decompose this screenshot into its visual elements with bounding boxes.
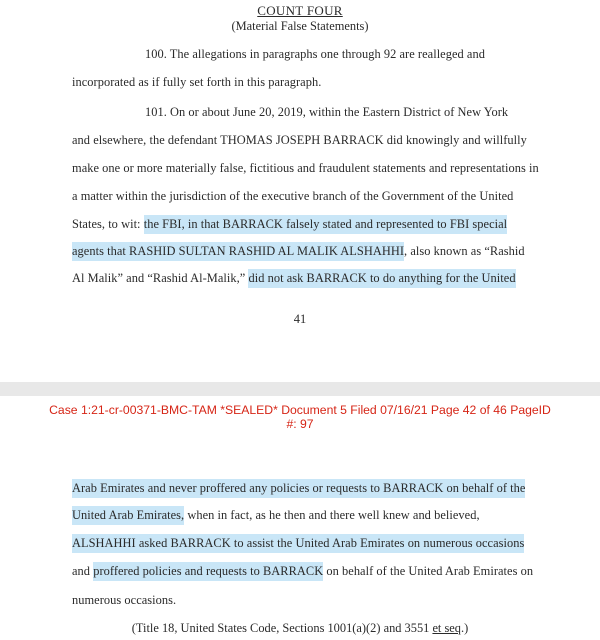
plain-text: on behalf of the United Arab Emirates on [323, 564, 534, 578]
citation-end: .) [461, 621, 469, 635]
para-101-line-5 [72, 217, 507, 232]
plain-text: , also known as “Rashid [404, 244, 525, 258]
para-101-line-4: a matter within the jurisdiction of the executive branch of the Government of the United [72, 189, 514, 203]
highlighted-text: proffered policies and requests to BARRACK [93, 562, 323, 581]
para-101-line-3: make one or more materially false, fictitious and fraudulent statements and representations in [72, 161, 539, 175]
case-header-line-2: #: 97 [286, 417, 314, 431]
highlighted-text: Arab Emirates and never proffered any policies or requests to BARRACK on behalf of the [72, 479, 525, 498]
page-separator [0, 382, 600, 396]
count-subtitle: (Material False Statements) [231, 19, 369, 33]
plain-text: when in fact, as he then and there well knew and believed, [184, 508, 480, 522]
para-100-line-2: incorporated as if fully set forth in this paragraph. [72, 75, 322, 89]
body-line-5: numerous occasions. [72, 593, 177, 607]
body-line-3 [72, 536, 524, 551]
body-line-2 [72, 508, 480, 523]
highlighted-text: ALSHAHHI asked BARRACK to assist the United Arab Emirates on numerous occasions [72, 534, 524, 553]
count-title: COUNT FOUR [257, 3, 343, 18]
statute-citation [0, 621, 600, 636]
highlighted-text: agents that RASHID SULTAN RASHID AL MALIK ALSHAHHI [72, 242, 404, 261]
plain-text: States, to wit: [72, 217, 144, 231]
citation-text: (Title 18, United States Code, Sections 1001(a)(2) and 3551 [131, 621, 433, 635]
plain-text: and [72, 564, 94, 578]
page-number: 41 [293, 312, 307, 326]
document-page-42 [0, 396, 600, 640]
plain-text: Al Malik” and “Rashid Al-Malik,” [72, 271, 249, 285]
para-101-line-6 [72, 244, 525, 259]
para-100-line-1: 100. The allegations in paragraphs one through 92 are realleged and [145, 47, 485, 61]
body-line-4 [72, 564, 533, 579]
highlighted-text: the FBI, in that BARRACK falsely stated and represented to FBI special [144, 215, 507, 234]
highlighted-text: did not ask BARRACK to do anything for the United [248, 269, 515, 288]
para-101-line-1: 101. On or about June 20, 2019, within the Eastern District of New York [145, 105, 509, 119]
body-line-1 [72, 481, 525, 496]
para-101-line-7 [72, 271, 516, 286]
citation-et-seq: et seq [432, 621, 461, 635]
case-header-line-1: Case 1:21-cr-00371-BMC-TAM *SEALED* Document 5 Filed 07/16/21 Page 42 of 46 PageID [49, 403, 551, 417]
para-101-line-2: and elsewhere, the defendant THOMAS JOSEPH BARRACK did knowingly and willfully [72, 133, 527, 147]
highlighted-text: United Arab Emirates, [72, 506, 184, 525]
